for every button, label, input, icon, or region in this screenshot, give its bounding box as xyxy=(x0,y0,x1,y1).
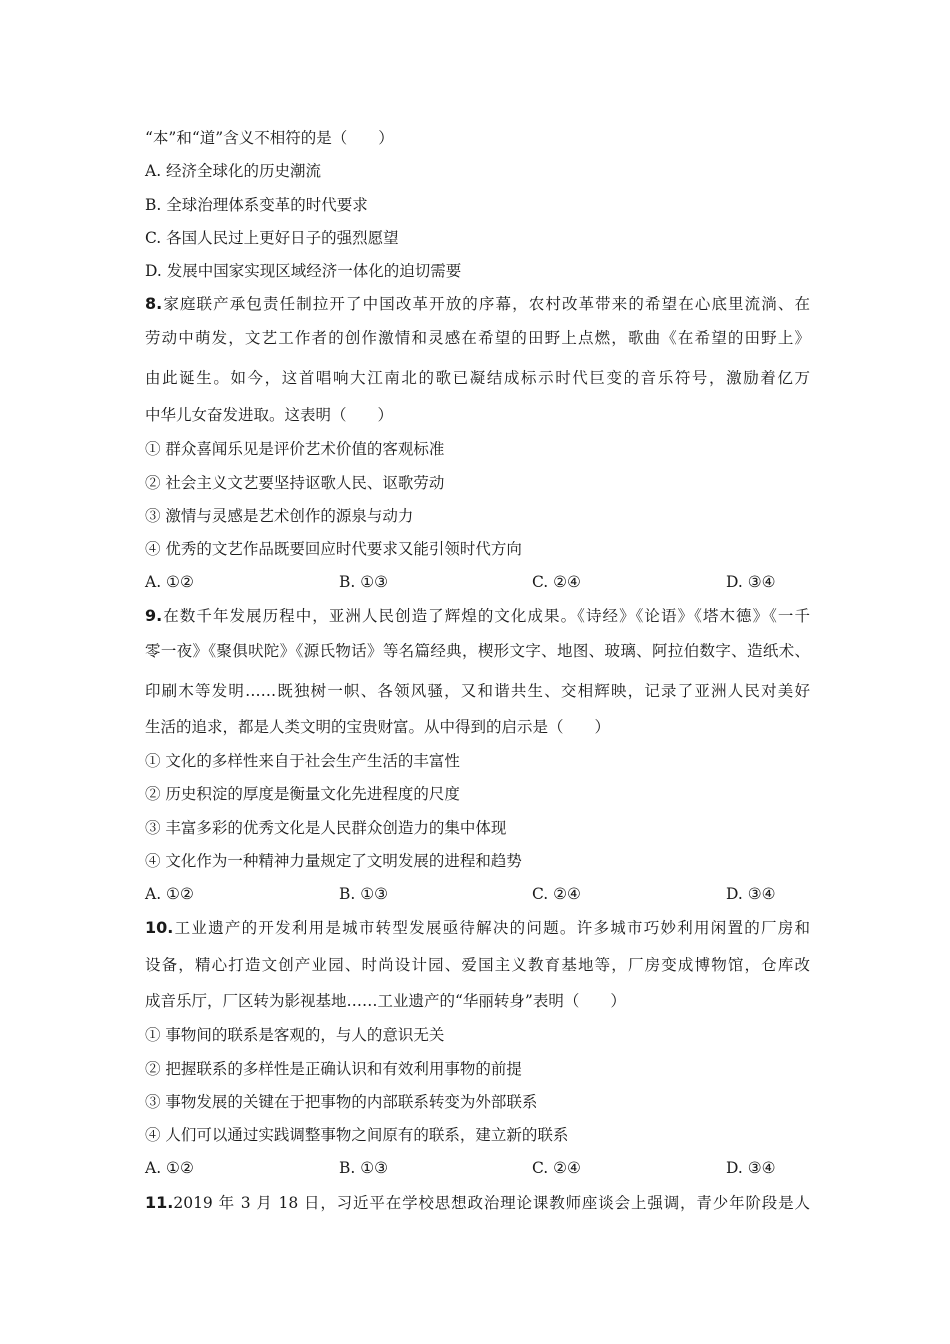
q8-stem-line: 中华儿女奋发进取。这表明（ ） xyxy=(145,406,394,424)
q7-option-d: D. 发展中国家实现区域经济一体化的迫切需要 xyxy=(145,262,462,280)
q8-statement-2: ② 社会主义文艺要坚持讴歌人民、讴歌劳动 xyxy=(145,474,445,492)
q10-choice-a: A. ①② xyxy=(145,1159,194,1177)
q9-number: 9. xyxy=(145,606,163,625)
q8-number: 8. xyxy=(145,294,163,313)
q11-stem-line: 11.2019 年 3 月 18 日，习近平在学校思想政治理论课教师座谈会上强调，青少年阶段是人 xyxy=(145,1193,810,1212)
q9-choice-a: A. ①② xyxy=(145,885,194,903)
q9-statement-1: ① 文化的多样性来自于社会生产生活的丰富性 xyxy=(145,752,460,770)
q10-stem-line: 设备，精心打造文创产业园、时尚设计园、爱国主义教育基地等，厂房变成博物馆，仓库改 xyxy=(145,956,810,974)
q10-statement-2: ② 把握联系的多样性是正确认识和有效利用事物的前提 xyxy=(145,1060,522,1078)
q10-choice-d: D. ③④ xyxy=(726,1159,776,1177)
q8-statement-3: ③ 激情与灵感是艺术创作的源泉与动力 xyxy=(145,507,414,525)
q10-choice-c: C. ②④ xyxy=(532,1159,581,1177)
q10-statement-4: ④ 人们可以通过实践调整事物之间原有的联系，建立新的联系 xyxy=(145,1126,569,1144)
q8-choice-b: B. ①③ xyxy=(339,573,389,591)
q9-choices xyxy=(145,884,810,904)
q8-stem-line: 8.家庭联产承包责任制拉开了中国改革开放的序幕，农村改革带来的希望在心底里流淌、在 xyxy=(145,294,810,313)
q8-statement-1: ① 群众喜闻乐见是评价艺术价值的客观标准 xyxy=(145,440,445,458)
q8-choice-c: C. ②④ xyxy=(532,573,581,591)
q8-choice-a: A. ①② xyxy=(145,573,194,591)
q8-stem-line: 劳动中萌发，文艺工作者的创作激情和灵感在希望的田野上点燃，歌曲《在希望的田野上》 xyxy=(145,329,810,347)
q8-choice-d: D. ③④ xyxy=(726,573,776,591)
q9-statement-3: ③ 丰富多彩的优秀文化是人民群众创造力的集中体现 xyxy=(145,819,507,837)
q10-statement-3: ③ 事物发展的关键在于把事物的内部联系转变为外部联系 xyxy=(145,1093,538,1111)
q9-choice-d: D. ③④ xyxy=(726,885,776,903)
q9-stem-line: 生活的追求，都是人类文明的宝贵财富。从中得到的启示是（ ） xyxy=(145,718,611,736)
q9-stem-line: 零一夜》《聚俱吠陀》《源氏物话》等名篇经典，楔形文字、地图、玻璃、阿拉伯数字、造纸术、 xyxy=(145,642,810,660)
q9-choice-b: B. ①③ xyxy=(339,885,389,903)
q10-stem-line: 成音乐厅，厂区转为影视基地……工业遗产的“华丽转身”表明（ ） xyxy=(145,992,626,1010)
q10-stem-line: 10.工业遗产的开发利用是城市转型发展亟待解决的问题。许多城市巧妙利用闲置的厂房和 xyxy=(145,918,810,937)
q8-stem-line: 由此诞生。如今，这首唱响大江南北的歌已凝结成标示时代巨变的音乐符号，激励着亿万 xyxy=(145,369,810,387)
q10-statement-1: ① 事物间的联系是客观的，与人的意识无关 xyxy=(145,1026,445,1044)
q7-option-c: C. 各国人民过上更好日子的强烈愿望 xyxy=(145,229,399,247)
q10-choice-b: B. ①③ xyxy=(339,1159,389,1177)
q7-option-b: B. 全球治理体系变革的时代要求 xyxy=(145,196,368,214)
q11-number: 11. xyxy=(145,1193,174,1212)
q10-number: 10. xyxy=(145,918,174,937)
q9-choice-c: C. ②④ xyxy=(532,885,581,903)
q9-statement-4: ④ 文化作为一种精神力量规定了文明发展的进程和趋势 xyxy=(145,852,522,870)
q9-statement-2: ② 历史积淀的厚度是衡量文化先进程度的尺度 xyxy=(145,785,460,803)
q7-stem-tail: “本”和“道”含义不相符的是（ ） xyxy=(145,129,394,147)
q10-choices xyxy=(145,1158,810,1178)
q9-stem-line: 9.在数千年发展历程中，亚洲人民创造了辉煌的文化成果。《诗经》《论语》《塔木德》《一千 xyxy=(145,606,810,625)
q9-stem-line: 印刷木等发明……既独树一帜、各领风骚，又和谐共生、交相辉映，记录了亚洲人民对美好 xyxy=(145,682,810,700)
q8-statement-4: ④ 优秀的文艺作品既要回应时代要求又能引领时代方向 xyxy=(145,540,522,558)
q7-option-a: A. 经济全球化的历史潮流 xyxy=(145,162,322,180)
q8-choices xyxy=(145,572,810,592)
